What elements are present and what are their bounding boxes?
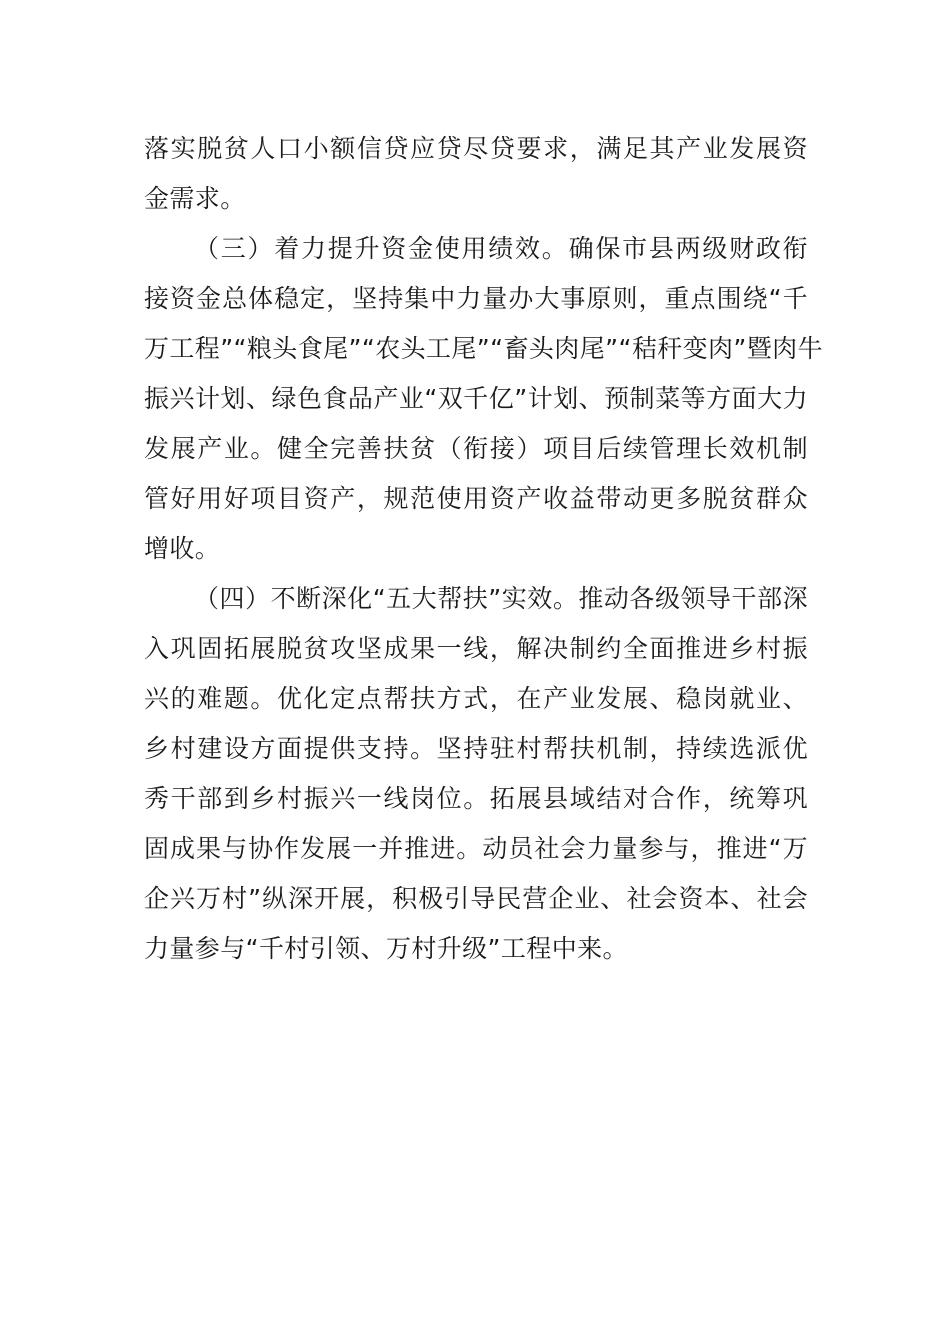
document-body <box>144 124 823 974</box>
paragraph-funding-demand <box>144 124 808 224</box>
text-line: （四）不断深化“五大帮扶”实效。推动各级领导干部深 <box>194 584 808 613</box>
text-line: 乡村建设方面提供支持。坚持驻村帮扶机制，持续选派优 <box>144 734 808 763</box>
text-line: 固成果与协作发展一并推进。动员社会力量参与，推进“万 <box>144 834 808 863</box>
paragraph-section-four <box>144 574 808 974</box>
text-line: （三）着力提升资金使用绩效。确保市县两级财政衔 <box>194 234 808 263</box>
text-line: 管好用好项目资产，规范使用资产收益带动更多脱贫群众 <box>144 484 808 513</box>
text-line: 入巩固拓展脱贫攻坚成果一线，解决制约全面推进乡村振 <box>144 634 808 663</box>
text-line: 接资金总体稳定，坚持集中力量办大事原则，重点围绕“千 <box>144 284 808 313</box>
text-line: 兴的难题。优化定点帮扶方式，在产业发展、稳岗就业、 <box>144 684 808 713</box>
paragraph-section-three <box>144 224 823 574</box>
text-line: 万工程”“粮头食尾”“农头工尾”“畜头肉尾”“秸秆变肉”暨肉牛 <box>144 334 823 363</box>
text-line: 力量参与“千村引领、万村升级”工程中来。 <box>144 934 628 963</box>
text-line: 增收。 <box>144 534 221 563</box>
text-line: 企兴万村”纵深开展，积极引导民营企业、社会资本、社会 <box>144 884 808 913</box>
text-line: 振兴计划、绿色食品产业“双千亿”计划、预制菜等方面大力 <box>144 384 808 413</box>
text-line: 发展产业。健全完善扶贫（衔接）项目后续管理长效机制 <box>144 434 808 463</box>
text-line: 落实脱贫人口小额信贷应贷尽贷要求，满足其产业发展资 <box>144 134 808 163</box>
text-line: 金需求。 <box>144 184 246 213</box>
text-line: 秀干部到乡村振兴一线岗位。拓展县域结对合作，统筹巩 <box>144 784 808 813</box>
